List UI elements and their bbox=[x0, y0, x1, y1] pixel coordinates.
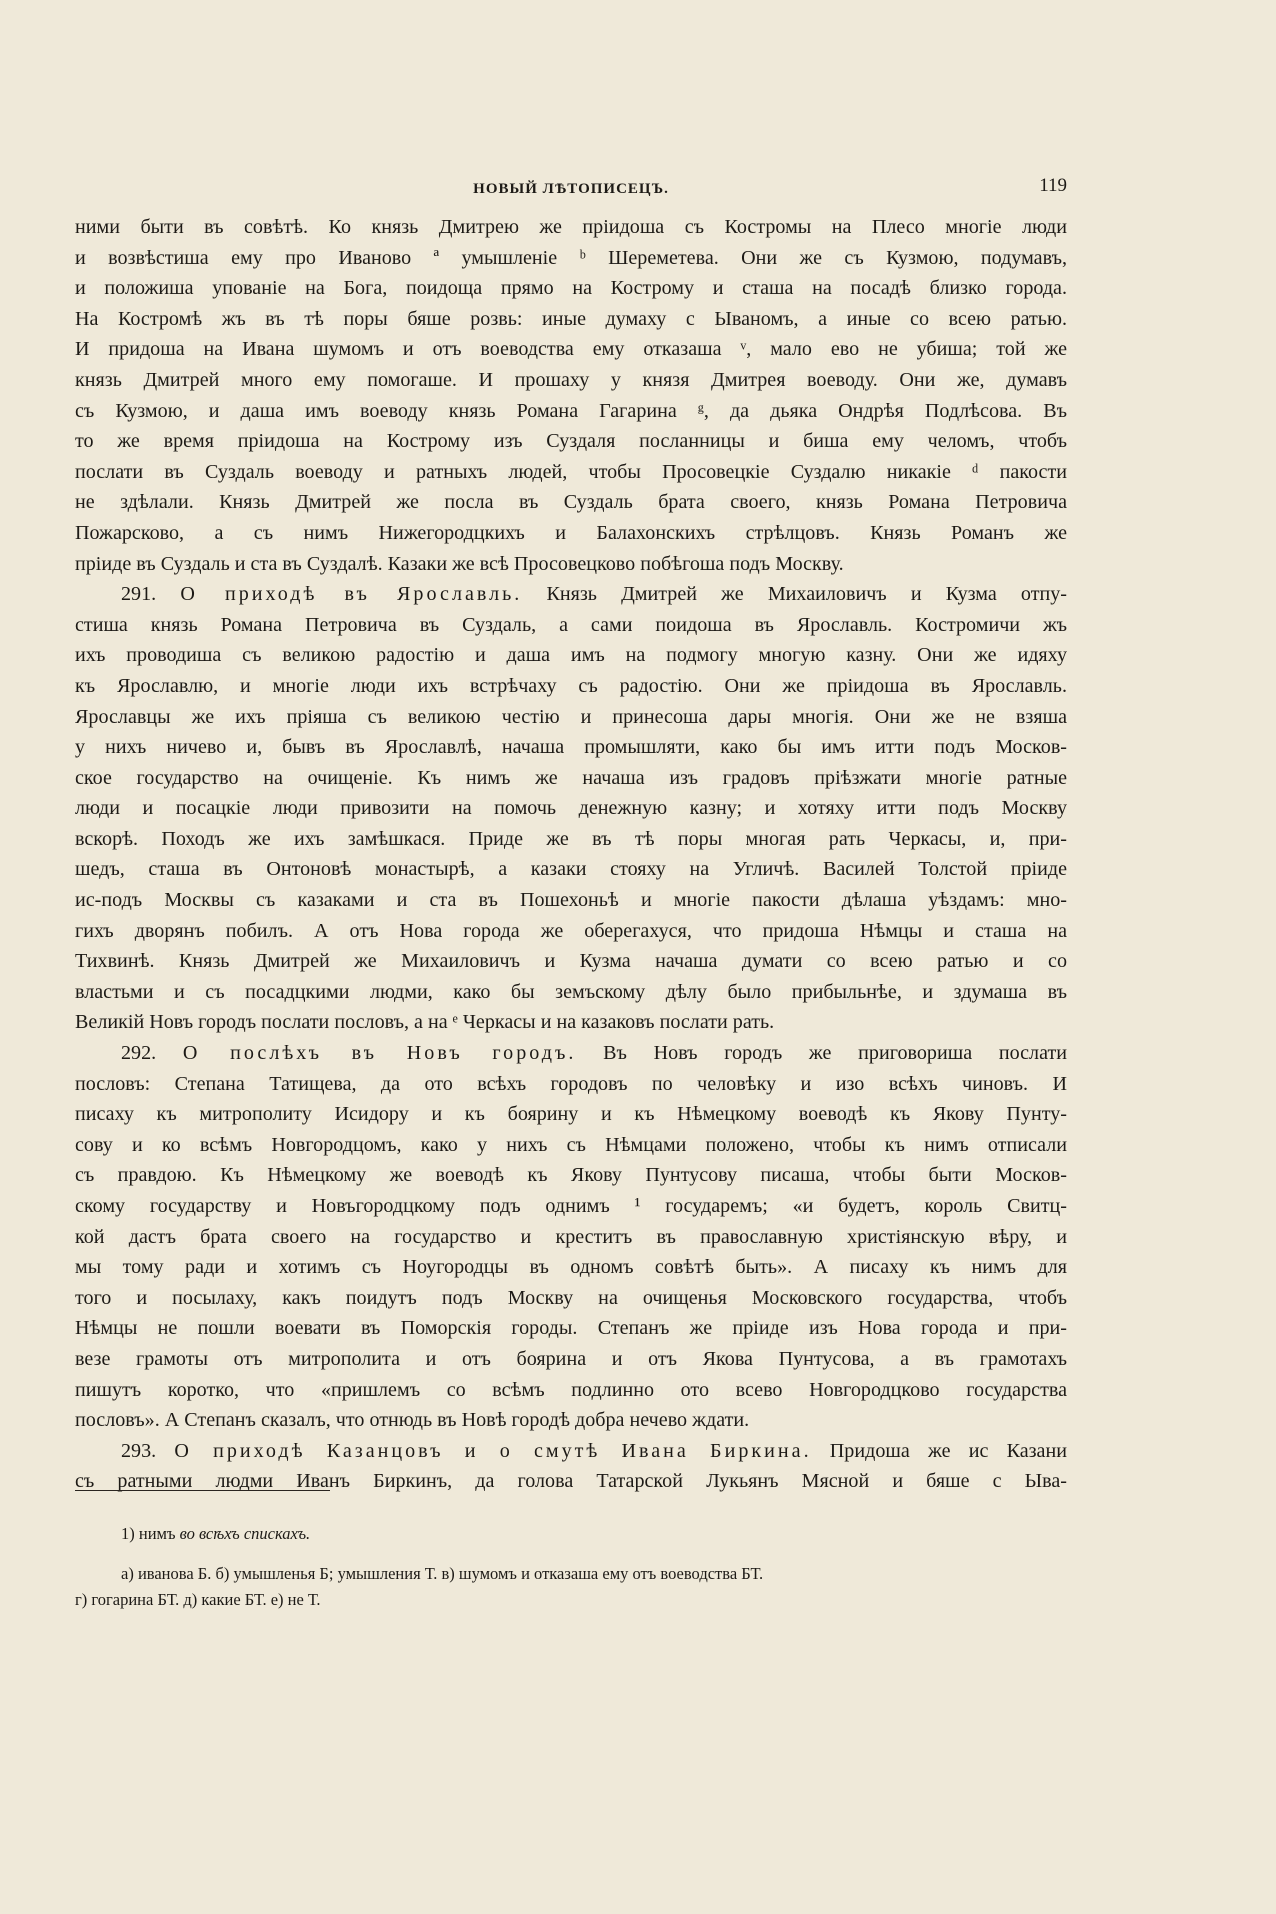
text-line: и положиша упованіе на Бога, поидоща прямо на Кострому и сташа на посадѣ близко города. bbox=[75, 277, 1067, 300]
text-line: послати въ Суздаль воеводу и ратныхъ людей, чтобы Просовецкіе Суздалю никакіе ᵈ пакости bbox=[75, 460, 1067, 483]
section-292-heading-line bbox=[75, 1038, 1067, 1069]
text-line: Ярославцы же ихъ пріяша съ великою честію и принесоша дары многія. Они же не взяша bbox=[75, 705, 1067, 728]
text-line: пишутъ коротко, что «пришлемъ со всѣмъ подлинно ото всево Новгородцково государства bbox=[75, 1378, 1067, 1401]
footnotes bbox=[75, 1521, 1067, 1613]
footnote-1 bbox=[75, 1521, 1067, 1547]
text-line: съ Кузмою, и даша имъ воеводу князь Романа Гагарина ᵍ, да дьяка Ондрѣя Подлѣсова. Въ bbox=[75, 399, 1067, 422]
section-291-heading-line bbox=[75, 579, 1067, 610]
text-line: Великій Новъ городъ послати пословъ, а на ᵉ Черкасы и на казаковъ послати рать. bbox=[75, 1011, 775, 1034]
text-line: Пожарсково, а съ нимъ Нижегородцкихъ и Балахонскихъ стрѣлцовъ. Князь Романъ же bbox=[75, 521, 1067, 544]
section-title: О послѣхъ въ Новъ городъ. bbox=[182, 1042, 577, 1065]
section-title: О приходѣ въ Ярославль. bbox=[180, 583, 523, 606]
text-line: ское государство на очищеніе. Къ нимъ же начаша изъ градовъ пріѣзжати многіе ратные bbox=[75, 766, 1067, 789]
text-line: стиша князь Романа Петровича въ Суздаль, а сами поидоша въ Ярославль. Костромичи жъ bbox=[75, 613, 1067, 636]
section-text: Въ Новъ городъ же приговориша послати bbox=[603, 1042, 1068, 1065]
text-line: съ ратными людми Иванъ Биркинъ, да голова Татарской Лукьянъ Мясной и бяше с Ыва- bbox=[75, 1470, 1067, 1493]
text-line: пословъ». А Степанъ сказалъ, что отнюдь въ Новѣ городѣ добра нечево ждати. bbox=[75, 1409, 750, 1432]
section-number: 293. bbox=[121, 1439, 157, 1462]
main-text bbox=[75, 212, 1067, 1497]
page-header bbox=[75, 173, 1067, 203]
footnote-label: 1) нимъ bbox=[121, 1524, 176, 1543]
text-line: шедъ, сташа въ Онтоновѣ монастырѣ, а казаки стояху на Угличѣ. Василей Толстой пріиде bbox=[75, 858, 1067, 881]
text-line: къ Ярославлю, и многіе люди ихъ встрѣчаху съ радостію. Они же пріидоша въ Ярославль. bbox=[75, 674, 1067, 697]
text-line: писаху къ митрополиту Исидору и къ боярину и къ Нѣмецкому воеводѣ къ Якову Пунту- bbox=[75, 1103, 1067, 1126]
section-number: 291. bbox=[121, 583, 157, 606]
footnote-italic: во всѣхъ спискахъ. bbox=[179, 1524, 311, 1543]
page-number: 119 bbox=[1039, 175, 1067, 196]
variant-readings-line: г) гогарина БТ. д) какие БТ. е) не Т. bbox=[75, 1590, 321, 1609]
variant-readings-line: а) иванова Б. б) умышленья Б; умышления Т. в) шумомъ и отказаша ему отъ воеводства БТ. bbox=[121, 1564, 764, 1583]
text-line: князь Дмитрей много ему помогаше. И прошаху у князя Дмитрея воеводу. Они же, думавъ bbox=[75, 368, 1067, 391]
text-line: ихъ проводиша съ великою радостію и даша имъ на подмогу многую казну. Они же идяху bbox=[75, 644, 1067, 667]
section-number: 292. bbox=[121, 1042, 157, 1065]
text-line: и возвѣстиша ему про Иваново ª умышленіе ᵇ Шереметева. Они же съ Кузмою, подумавъ, bbox=[75, 246, 1067, 269]
text-line: мы тому ради и хотимъ съ Ноугородцы въ одномъ совѣтѣ быть». А писаху къ нимъ для bbox=[75, 1256, 1067, 1279]
text-line: И придоша на Ивана шумомъ и отъ воеводства ему отказаша ᵛ, мало ево не убиша; той же bbox=[75, 338, 1067, 361]
section-293-heading-line bbox=[75, 1436, 1067, 1467]
text-line: того и посылаху, какъ поидутъ подъ Москву на очищенья Московского государства, чтобъ bbox=[75, 1286, 1067, 1309]
text-line: пословъ: Степана Татищева, да ото всѣхъ городовъ по человѣку и изо всѣхъ чиновъ. И bbox=[75, 1072, 1067, 1095]
text-line: ними быти въ совѣтѣ. Ко князь Дмитрею же пріидоша съ Костромы на Плесо многіе люди bbox=[75, 216, 1067, 238]
text-line: Нѣмцы не пошли воевати въ Поморскія городы. Степанъ же пріиде изъ Нова города и при- bbox=[75, 1317, 1067, 1340]
text-line: ис-подъ Москвы съ казаками и ста въ Пошехоньѣ и многіе пакости дѣлаша уѣздамъ: мно- bbox=[75, 889, 1067, 912]
text-line: у нихъ ничево и, бывъ въ Ярославлѣ, начаша промышляти, како бы имъ итти подъ Москов- bbox=[75, 736, 1067, 759]
running-title: НОВЫЙ ЛѢТОПИСЕЦЪ. bbox=[473, 181, 669, 197]
text-line: сову и ко всѣмъ Новгородцомъ, како у нихъ съ Нѣмцами положено, чтобы къ нимъ отписали bbox=[75, 1133, 1067, 1156]
text-line: люди и посацкіе люди привозити на помочь денежную казну; и хотяху итти подъ Москву bbox=[75, 797, 1067, 820]
text-line: не здѣлали. Князь Дмитрей же посла въ Суздаль брата своего, князь Романа Петровича bbox=[75, 491, 1067, 514]
text-line: пріиде въ Суздаль и ста въ Суздалѣ. Казаки же всѣ Просовецково побѣгоша подъ Москву. bbox=[75, 552, 844, 575]
section-title: О приходѣ Казанцовъ и о смутѣ Ивана Биркина. bbox=[174, 1439, 812, 1462]
section-text: Князь Дмитрей же Михаиловичъ и Кузма отпу- bbox=[546, 583, 1067, 606]
text-line: Тихвинѣ. Князь Дмитрей же Михаиловичъ и Кузма начаша думати со всею ратью и со bbox=[75, 950, 1067, 973]
section-text: Придоша же ис Казани bbox=[829, 1439, 1067, 1462]
text-line: вскорѣ. Походъ же ихъ замѣшкася. Приде же въ тѣ поры многая рать Черкасы, и, при- bbox=[75, 827, 1067, 850]
footnote-divider bbox=[75, 1490, 330, 1491]
text-line: гихъ дворянъ побилъ. А отъ Нова города же оберегахуся, что придоша Нѣмцы и сташа на bbox=[75, 919, 1067, 942]
text-line: скому государству и Новъгородцкому подъ однимъ ¹ государемъ; «и будетъ, король Свитц- bbox=[75, 1195, 1067, 1217]
text-line: везе грамоты отъ митрополита и отъ боярина и отъ Якова Пунтусова, а въ грамотахъ bbox=[75, 1347, 1067, 1370]
text-line: кой дастъ брата своего на государство и креститъ въ православную христіянскую вѣру, и bbox=[75, 1225, 1067, 1248]
text-line: властьми и съ посадцкими людми, како бы земъскому дѣлу было прибыльнѣе, и здумаша въ bbox=[75, 980, 1067, 1003]
text-line: то же время пріидоша на Кострому изъ Суздаля посланницы и биша ему челомъ, чтобъ bbox=[75, 430, 1067, 453]
text-line: съ правдою. Къ Нѣмецкому же воеводѣ къ Якову Пунтусову писаша, чтобы быти Москов- bbox=[75, 1164, 1067, 1187]
text-line: На Костромѣ жъ въ тѣ поры бяше розвь: иные думаху с Ываномъ, а иные со всею ратью. bbox=[75, 307, 1067, 330]
